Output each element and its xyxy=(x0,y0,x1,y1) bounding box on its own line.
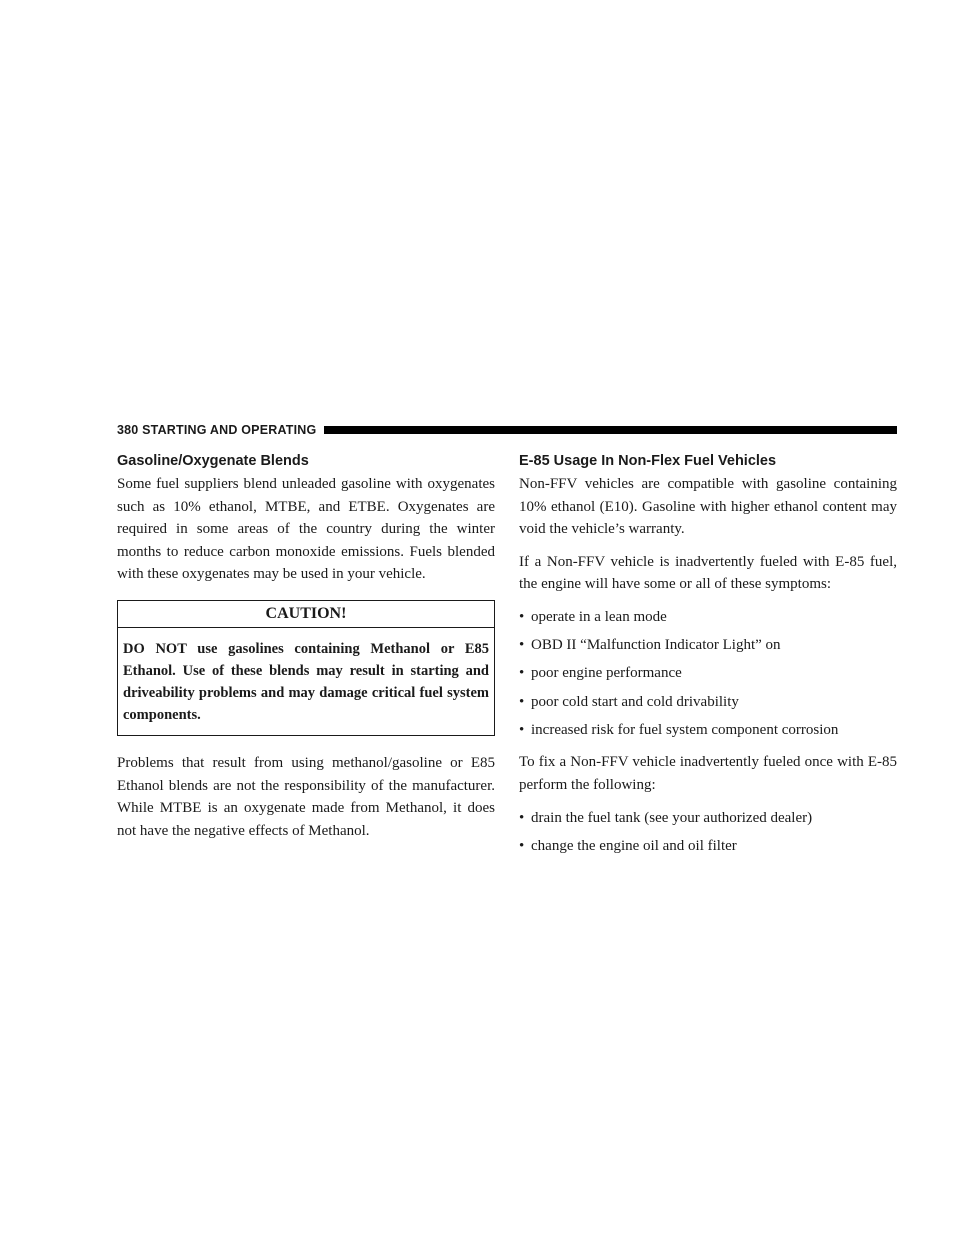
paragraph-symptoms-intro: If a Non-FFV vehicle is inadvertently fueled with E-85 fuel, the engine will have some or all of these symptoms: xyxy=(519,553,897,593)
list-item-text: increased risk for fuel system component corrosion xyxy=(531,721,839,738)
paragraph-methanol-problems: Problems that result from using methanol/gasoline or E85 Ethanol blends are not the responsibility of the manufacturer. While MTBE is an oxygenate made from Methanol, it does not have the negative effects of Methanol. xyxy=(117,754,495,839)
list-item-text: poor cold start and cold drivability xyxy=(531,693,739,710)
list-item xyxy=(519,719,897,742)
list-item-text: poor engine performance xyxy=(531,665,682,682)
caution-title: CAUTION! xyxy=(118,601,494,628)
paragraph-non-ffv-compat: Non-FFV vehicles are compatible with gasoline containing 10% ethanol (E10). Gasoline with higher ethanol content may void the vehicle’s warranty. xyxy=(519,476,897,538)
right-column xyxy=(519,452,897,867)
list-item-text: operate in a lean mode xyxy=(531,608,667,625)
bullet-icon: • xyxy=(519,637,525,654)
list-item-text: change the engine oil and oil filter xyxy=(531,837,737,854)
list-item xyxy=(519,662,897,685)
list-item-text: OBD II “Malfunction Indicator Light” on xyxy=(531,637,781,654)
left-column xyxy=(117,452,495,852)
list-item xyxy=(519,835,897,858)
section-heading-e85-usage: E-85 Usage In Non-Flex Fuel Vehicles xyxy=(519,453,777,469)
bullet-icon: • xyxy=(519,837,525,854)
page-header xyxy=(117,421,897,439)
paragraph-oxygenates: Some fuel suppliers blend unleaded gasoline with oxygenates such as 10% ethanol, MTBE, and ETBE. Oxygenates are required in some areas of the country during the winter months to reduce carbon monoxide emissions. Fuels blended with these oxygenates may be used in your vehicle. xyxy=(117,476,495,583)
list-item xyxy=(519,691,897,714)
bullet-icon: • xyxy=(519,608,525,625)
list-item xyxy=(519,634,897,657)
caution-box xyxy=(117,600,495,736)
list-item-text: drain the fuel tank (see your authorized dealer) xyxy=(531,809,813,826)
bullet-icon: • xyxy=(519,809,525,826)
list-item xyxy=(519,606,897,629)
bullet-icon: • xyxy=(519,665,525,682)
page-number-section-title: 380 STARTING AND OPERATING xyxy=(117,423,317,437)
bullet-icon: • xyxy=(519,693,525,710)
caution-body: DO NOT use gasolines containing Methanol or E85 Ethanol. Use of these blends may result in starting and driveability problems and may damage critical fuel system components. xyxy=(123,640,489,723)
list-item xyxy=(519,807,897,830)
section-heading-gasoline-oxygenate: Gasoline/Oxygenate Blends xyxy=(117,453,309,469)
symptoms-list xyxy=(519,606,897,741)
header-rule xyxy=(324,426,897,434)
bullet-icon: • xyxy=(519,721,525,738)
fix-steps-list xyxy=(519,807,897,858)
paragraph-fix-intro: To fix a Non-FFV vehicle inadvertently fueled once with E-85 perform the following: xyxy=(519,754,897,793)
